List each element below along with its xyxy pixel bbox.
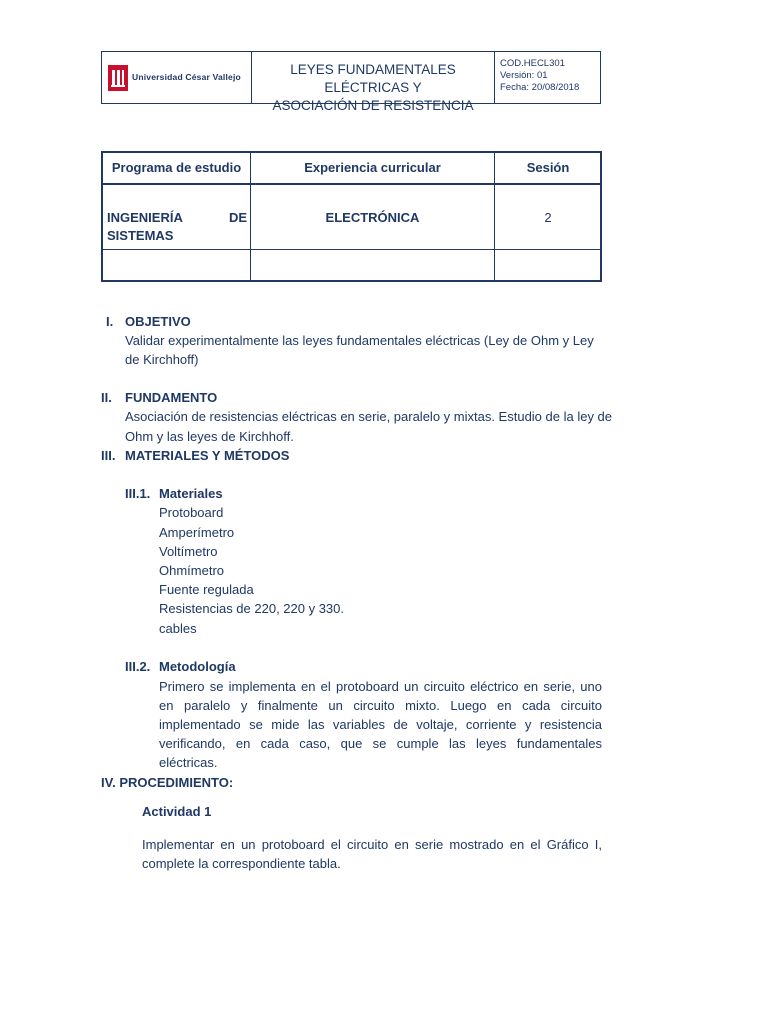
document-title-line2: ASOCIACIÓN DE RESISTENCIA — [272, 98, 474, 113]
program-table — [101, 151, 602, 282]
material-item: Voltímetro — [159, 544, 218, 559]
table-divider — [103, 249, 600, 250]
subsection-number-metodologia: III.2. — [125, 659, 151, 674]
objetivo-text-line1: Validar experimentalmente las leyes fundamentales eléctricas (Ley de Ohm y Ley — [125, 333, 594, 348]
activity-title: Actividad 1 — [142, 804, 212, 819]
section-number-materiales-metodos: III. — [101, 448, 116, 463]
document-version: Versión: 01 — [500, 70, 548, 81]
document-meta — [495, 52, 600, 103]
subsection-title-materiales: Materiales — [159, 486, 223, 501]
material-item: Amperímetro — [159, 525, 235, 540]
header-program: Programa de estudio — [111, 160, 242, 175]
material-item: Resistencias de 220, 220 y 330. — [159, 601, 345, 616]
university-logo-icon — [108, 65, 128, 91]
section-title-objetivo: OBJETIVO — [125, 314, 191, 329]
section-title-materiales-metodos: MATERIALES Y MÉTODOS — [125, 448, 290, 463]
objetivo-text-line2: de Kirchhoff) — [125, 352, 199, 367]
document-date: Fecha: 20/08/2018 — [500, 82, 580, 93]
document-title-line1: LEYES FUNDAMENTALES ELÉCTRICAS Y — [290, 62, 456, 95]
material-item: cables — [159, 621, 197, 636]
table-divider — [103, 183, 600, 185]
subsection-title-metodologia: Metodología — [159, 659, 236, 674]
section-title-procedimiento: IV. PROCEDIMIENTO: — [101, 775, 234, 790]
material-item: Fuente regulada — [159, 582, 254, 597]
material-item: Protoboard — [159, 505, 224, 520]
logo-text: Universidad César Vallejo — [132, 72, 241, 82]
document-header-table — [101, 51, 601, 113]
document-code: COD.HECL301 — [500, 58, 565, 69]
activity-paragraph: Implementar en un protoboard el circuito en serie mostrado en el Gráfico I, complete la correspondiente tabla. — [142, 837, 602, 871]
program-value-word2: DE — [229, 210, 248, 225]
document-title — [252, 52, 495, 113]
section-number-objetivo: I. — [106, 314, 114, 329]
experience-value: ELECTRÓNICA — [325, 210, 420, 225]
section-title-fundamento: FUNDAMENTO — [125, 390, 218, 405]
program-value-line2: SISTEMAS — [107, 228, 174, 243]
material-item: Ohmímetro — [159, 563, 225, 578]
subsection-number-materiales: III.1. — [125, 486, 151, 501]
section-number-fundamento: II. — [101, 390, 112, 405]
session-value: 2 — [544, 210, 552, 225]
fundamento-text-line1: Asociación de resistencias eléctricas en serie, paralelo y mixtas. Estudio de la ley de — [125, 409, 613, 424]
header-session: Sesión — [526, 160, 570, 175]
metodologia-paragraph: Primero se implementa en el protoboard un circuito eléctrico en serie, uno en paralelo y finalmente un circuito mixto. Luego en cada circuito implementado se mide las variables de voltaje, corriente y resistencia verificando, en cada caso, que se cumple las leyes fundamentales eléctricas. — [159, 679, 602, 770]
logo-cell — [102, 52, 252, 103]
program-value-word1: INGENIERÍA — [107, 210, 183, 225]
fundamento-text-line2: Ohm y las leyes de Kirchhoff. — [125, 429, 294, 444]
header-experience: Experiencia curricular — [304, 160, 441, 175]
